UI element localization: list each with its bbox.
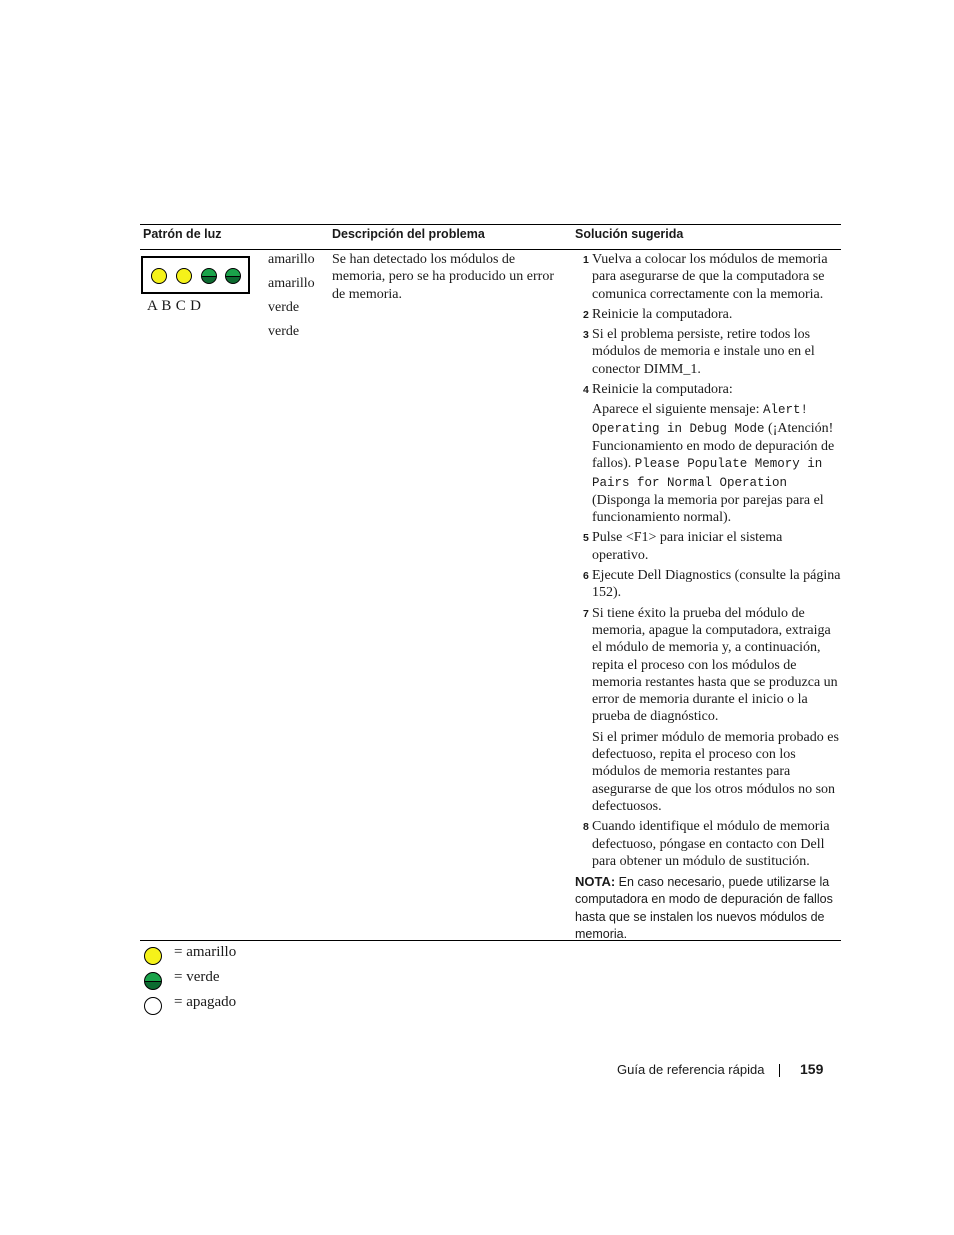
header-suggested-solution: Solución sugerida: [575, 227, 684, 241]
diagnostic-lights-panel: [141, 256, 250, 294]
light-d-green-icon: [225, 268, 241, 284]
lights-label: A B C D: [147, 298, 202, 314]
step-number: 5: [583, 532, 589, 545]
step-number: 6: [583, 570, 589, 583]
light-d-color: verde: [268, 324, 300, 339]
solution-step: [575, 381, 841, 398]
step-number: 3: [583, 329, 589, 342]
suggested-solution: [575, 251, 841, 943]
header-light-pattern: Patrón de luz: [143, 227, 222, 241]
step-text: Vuelva a colocar los módulos de memoria para asegurarse de que la computadora se comunica correctamente con la memoria.: [592, 252, 828, 302]
legend-green: [144, 969, 220, 992]
step-number: 8: [583, 821, 589, 834]
message-code-alert: Alert! Operating in Debug Mode: [592, 403, 809, 436]
light-a-color: amarillo: [268, 252, 315, 267]
step-text: Cuando identifique el módulo de memoria defectuoso, póngase en contacto con Dell para obtener un módulo de sustitución.: [592, 819, 830, 869]
legend-green-label: = verde: [174, 969, 220, 985]
solution-step: [575, 818, 841, 870]
note: [575, 873, 841, 943]
step7-extra-paragraph: Si el primer módulo de memoria probado es defectuoso, repita el proceso con los módulos de memoria restantes para asegurarse de que los otros módulos no son defectuosos.: [592, 729, 839, 814]
header-problem-description: Descripción del problema: [332, 227, 485, 241]
message-translation-populate: (Disponga la memoria por parejas para el funcionamiento normal).: [592, 492, 824, 526]
legend-yellow: [144, 944, 237, 967]
message-translation-alert: (¡Atención! Funcionamiento en modo de depuración de fallos).: [592, 420, 835, 472]
off-light-icon: [144, 997, 162, 1015]
light-b-color: amarillo: [268, 276, 315, 291]
problem-description: Se han detectado los módulos de memoria, pero se ha producido un error de memoria.: [332, 252, 554, 302]
footer-title: Guía de referencia rápida: [617, 1062, 765, 1077]
solution-step: [575, 605, 841, 726]
step-text: Ejecute Dell Diagnostics (consulte la página 152).: [592, 568, 841, 601]
light-colors-list: [268, 250, 315, 346]
light-c-green-icon: [201, 268, 217, 284]
step-text: Si el problema persiste, retire todos los módulos de memoria e instale uno en el conector DIMM_1.: [592, 327, 815, 377]
note-label: NOTA:: [575, 874, 616, 890]
solution-step: [575, 326, 841, 378]
legend-off: [144, 994, 237, 1017]
step-number: 4: [583, 384, 589, 397]
light-c-color: verde: [268, 300, 300, 315]
legend-off-label: = apagado: [174, 994, 237, 1010]
green-light-icon: [144, 972, 162, 990]
table-top-rule: [140, 224, 841, 225]
footer-separator: [779, 1064, 780, 1077]
table-header-rule: [140, 249, 841, 250]
note-text: En caso necesario, puede utilizarse la computadora en modo de depuración de fallos hasta que se instalen los nuevos módulos de memoria.: [575, 875, 833, 941]
solution-step: [575, 567, 841, 602]
step-number: 2: [583, 308, 589, 321]
step-number: 7: [583, 607, 589, 620]
step-text: Pulse <F1> para iniciar el sistema operativo.: [592, 530, 783, 563]
solution-step: [575, 306, 841, 323]
message-intro: Aparece el siguiente mensaje:: [592, 402, 764, 418]
step-number: 1: [583, 254, 589, 266]
page-number: 159: [800, 1061, 824, 1077]
step-text: Reinicie la computadora.: [592, 306, 733, 322]
solution-step: [575, 529, 841, 564]
legend-yellow-label: = amarillo: [174, 944, 237, 960]
yellow-light-icon: [144, 947, 162, 965]
debug-message-paragraph: [575, 401, 841, 526]
message-code-populate: Please Populate Memory in Pairs for Normal Operation: [592, 457, 823, 490]
step-text: Si tiene éxito la prueba del módulo de memoria, apague la computadora, extraiga el módulo de memoria y, a continuación, repita el proceso con los módulos de memoria restantes hasta que se produzca un error de memoria durante el inicio o la prueba de diagnóstico.: [592, 605, 838, 725]
light-b-yellow-icon: [176, 268, 192, 284]
solution-step: [575, 251, 841, 303]
light-a-yellow-icon: [151, 268, 167, 284]
step-text: Reinicie la computadora:: [592, 382, 733, 398]
